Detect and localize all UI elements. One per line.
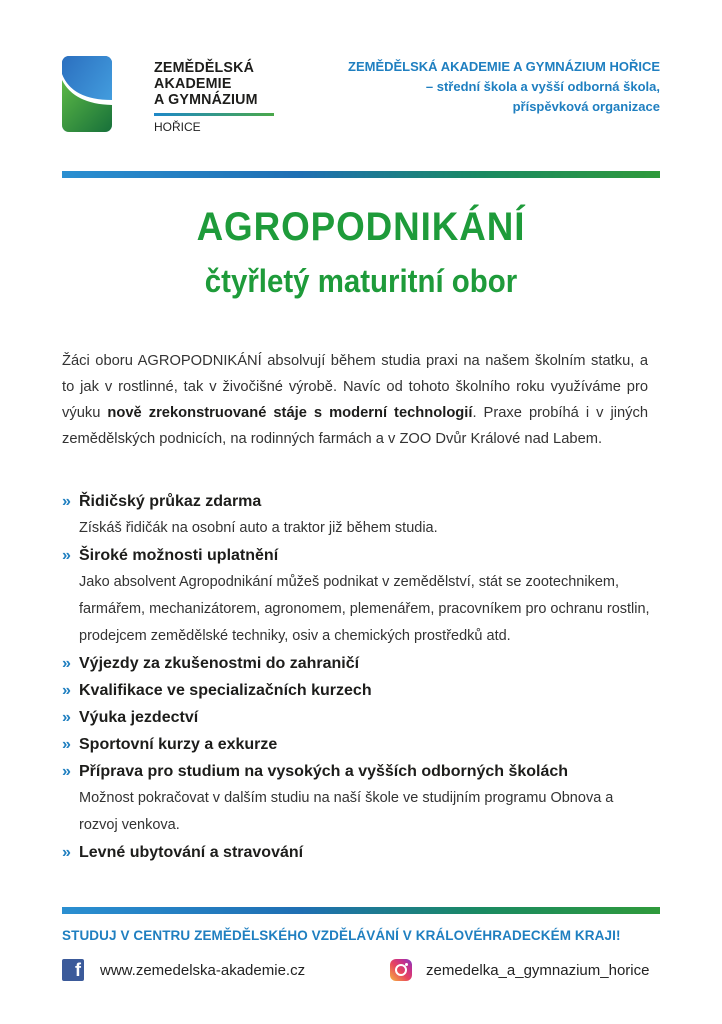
- item-title: Kvalifikace ve specializačních kurzech: [79, 682, 372, 699]
- list-item: [62, 839, 662, 866]
- list-item: [62, 731, 662, 758]
- facebook-link[interactable]: [62, 958, 305, 982]
- chevron-right-icon: »: [62, 763, 71, 780]
- item-title: Příprava pro studium na vysokých a vyšších odborných školách: [79, 763, 569, 780]
- facebook-icon: f: [62, 959, 84, 981]
- chevron-right-icon: »: [62, 844, 71, 861]
- logo-underline: [154, 113, 274, 116]
- list-item: [62, 650, 662, 677]
- header-line-2: – střední škola a vyšší odborná škola,: [425, 79, 660, 94]
- header-line-1: ZEMĚDĚLSKÁ AKADEMIE A GYMNÁZIUM HOŘICE: [348, 59, 660, 74]
- logo-line-3: A GYMNÁZIUM: [154, 91, 258, 108]
- page-subtitle: čtyřletý maturitní obor: [204, 263, 518, 299]
- intro-paragraph: [62, 348, 648, 452]
- chevron-right-icon: »: [62, 709, 71, 726]
- intro-bold: nově zrekonstruované stáje s moderní technologií: [107, 404, 473, 421]
- list-item: [62, 704, 662, 731]
- chevron-right-icon: »: [62, 493, 71, 510]
- header-line-3: příspěvková organizace: [512, 99, 660, 114]
- chevron-right-icon: »: [62, 682, 71, 699]
- logo-text: [154, 60, 258, 108]
- item-title: Široké možnosti uplatnění: [79, 547, 279, 564]
- instagram-icon: [390, 959, 412, 981]
- instagram-handle[interactable]: zemedelka_a_gymnazium_horice: [426, 961, 650, 979]
- list-item: [62, 542, 662, 650]
- logo-line-1: ZEMĚDĚLSKÁ: [154, 59, 255, 76]
- item-description: Jako absolvent Agropodnikání můžeš podnikat v zemědělství, stát se zootechnikem, farmářem, mechanizátorem, agronomem, plemenářem, pracovníkem pro ochranu rostlin, prodejcem zemědělské techniky, osiv a chemických prostředků atd.: [79, 574, 650, 644]
- logo-city: HOŘICE: [154, 120, 201, 134]
- top-divider: [62, 171, 660, 178]
- item-title: Levné ubytování a stravování: [79, 844, 304, 861]
- chevron-right-icon: »: [62, 655, 71, 672]
- intro-text-2: . Praxe probíhá i v jiných zemědělských podnicích, na rodinných farmách a v ZOO Dvůr Králové nad Labem.: [62, 404, 649, 447]
- list-item: [62, 758, 662, 839]
- footer-slogan: STUDUJ V CENTRU ZEMĚDĚLSKÉHO VZDĚLÁVÁNÍ V KRÁLOVÉHRADECKÉM KRAJI!: [62, 928, 621, 943]
- list-item: [62, 677, 662, 704]
- list-item: [62, 488, 662, 542]
- bottom-divider: [62, 907, 660, 914]
- item-description: Získáš řidičák na osobní auto a traktor již během studia.: [79, 520, 438, 536]
- intro-text-1: Žáci oboru AGROPODNIKÁNÍ absolvují během studia praxi na našem školním statku, a to jak v rostlinné, tak v živočišné výrobě. Navíc od tohoto školního roku využíváme pro výuku: [62, 352, 649, 421]
- item-title: Sportovní kurzy a exkurze: [79, 736, 278, 753]
- instagram-link[interactable]: [390, 958, 649, 982]
- logo-mark-icon: [62, 56, 112, 132]
- school-logo: [62, 56, 292, 138]
- item-title: Výjezdy za zkušenostmi do zahraničí: [79, 655, 360, 672]
- website-url[interactable]: www.zemedelska-akademie.cz: [100, 961, 306, 979]
- school-name-header: [348, 57, 660, 117]
- logo-line-2: AKADEMIE: [154, 75, 232, 92]
- page-title: AGROPODNIKÁNÍ: [196, 205, 526, 249]
- item-title: Řidičský průkaz zdarma: [79, 493, 262, 510]
- item-description: Možnost pokračovat v dalším studiu na naší škole ve studijním programu Obnova a rozvoj venkova.: [79, 790, 614, 833]
- benefits-list: [62, 488, 662, 866]
- chevron-right-icon: »: [62, 547, 71, 564]
- chevron-right-icon: »: [62, 736, 71, 753]
- item-title: Výuka jezdectví: [79, 709, 199, 726]
